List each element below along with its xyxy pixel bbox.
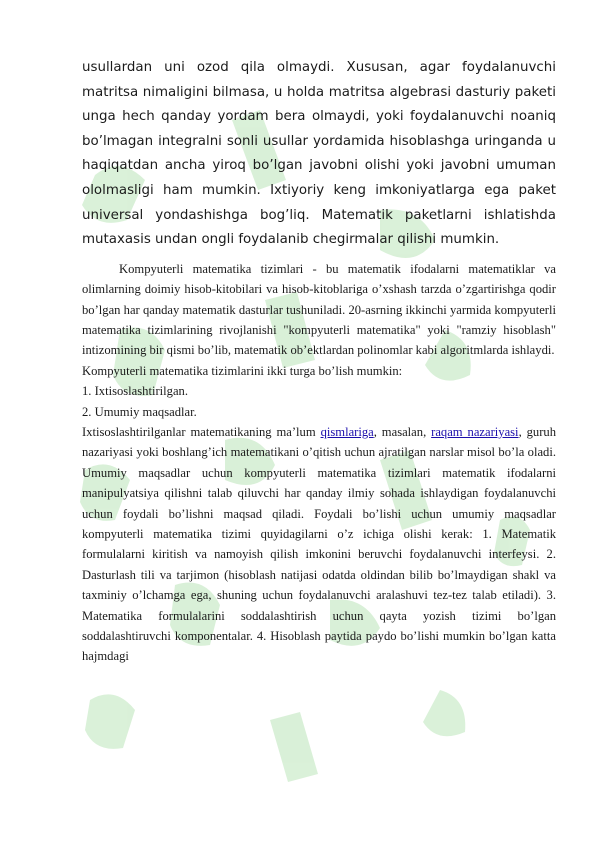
text-run: Ixtisoslashtirilganlar matematikaning ma’lum [82, 425, 321, 439]
types-intro-line: Kompyuterli matematika tizimlarini ikki turga bo’lish mumkin: [82, 363, 403, 378]
text-run: , guruh nazariyasi yoki boshlang’ich matematikani o’qitish uchun ajratilgan narslar misol bo’la oladi. Umumiy maqsadlar uchun kompyuterli matematika tizimlari matematik ifodalarni manipulyatsiya qilishni talab qiluvchi har qanday ilmiy sohada ishlaydigan foydalanuvchi uchun foydali bo’lishni maqsad qiladi. Foydali bo’lishi uchun umumiy maqsadlar kompyuterli matematika tizimi quyidagilarni o’z ichiga olishi kerak: 1. Matematik formulalarni kiritish va namoyish qilish imkonini beruvchi foydalanuvchi interfeysi. 2. Dasturlash tili va tarjimon (hisoblash natijasi odatda oldindan bilib bo’lmaydigan shakl va taxminiy o’lchamga ega, shuning uchun foydalanuvchi aralashuvi tez-tez talab etiladi). 3. Matematika formulalarini soddalashtirish uchun qayta yozish tizimi bo’lgan soddalashtiruvchi komponentalar. 4. Hisoblash paytida paydo bo’lishi mumkin bo’lgan katta hajmdagi [82, 425, 557, 664]
list-item-specialized: 1. Ixtisoslashtirilgan. [82, 384, 188, 399]
paragraph-definition: Kompyuterli matematika tizimlari - bu matematik ifodalarni matematiklar va olimlarning doimiy hisob-kitobilari va hisob-kitoblariga o’xshash tarzda o’zgartirishga qodir bo’lgan har qanday matematik dasturlar tushuniladi. 20-asrning ikkinchi yarmida kompyuterli matematika tizimlarining rivojlanishi "kompyuterli matematika" yoki "ramziy hisoblash" intizomining bir qismi bo’lib, matematik ob’ektlardan polinomlar kabi algoritmlarda ishlaydi. [82, 261, 556, 358]
watermark-shape [85, 694, 135, 749]
link-raqam-nazariyasi[interactable]: raqam nazariyasi [431, 425, 519, 439]
link-qismlariga[interactable]: qismlariga [320, 425, 374, 439]
text-run: , masalan, [373, 425, 432, 439]
watermark-shape [423, 690, 465, 736]
paragraph-specialized [82, 422, 556, 667]
list-item-general: 2. Umumiy maqsadlar. [82, 404, 197, 419]
paragraph-lead: usullardan uni ozod qila olmaydi. Xususan, agar foydalanuvchi matritsa nimaligini bilmasa, u holda matritsa algebrasi dasturiy paketi unga hech qanday yordam bera olmaydi, yoki foydalanuvchi noaniq bo’lmagan integralni sonli usullar yordamida hisoblashga uringanda u haqiqatdan ancha yiroq bo’lgan javobni olishi yoki javobni umuman ololmasligi ham mumkin. Ixtiyoriy keng imkoniyatlarga ega paket universal yondashishga bog’liq. Matematik paketlarni ishlatishda mutaxasis undan ongli foydalanib chegirmalar qilishi mumkin. [82, 60, 556, 248]
watermark-shape [270, 712, 318, 782]
